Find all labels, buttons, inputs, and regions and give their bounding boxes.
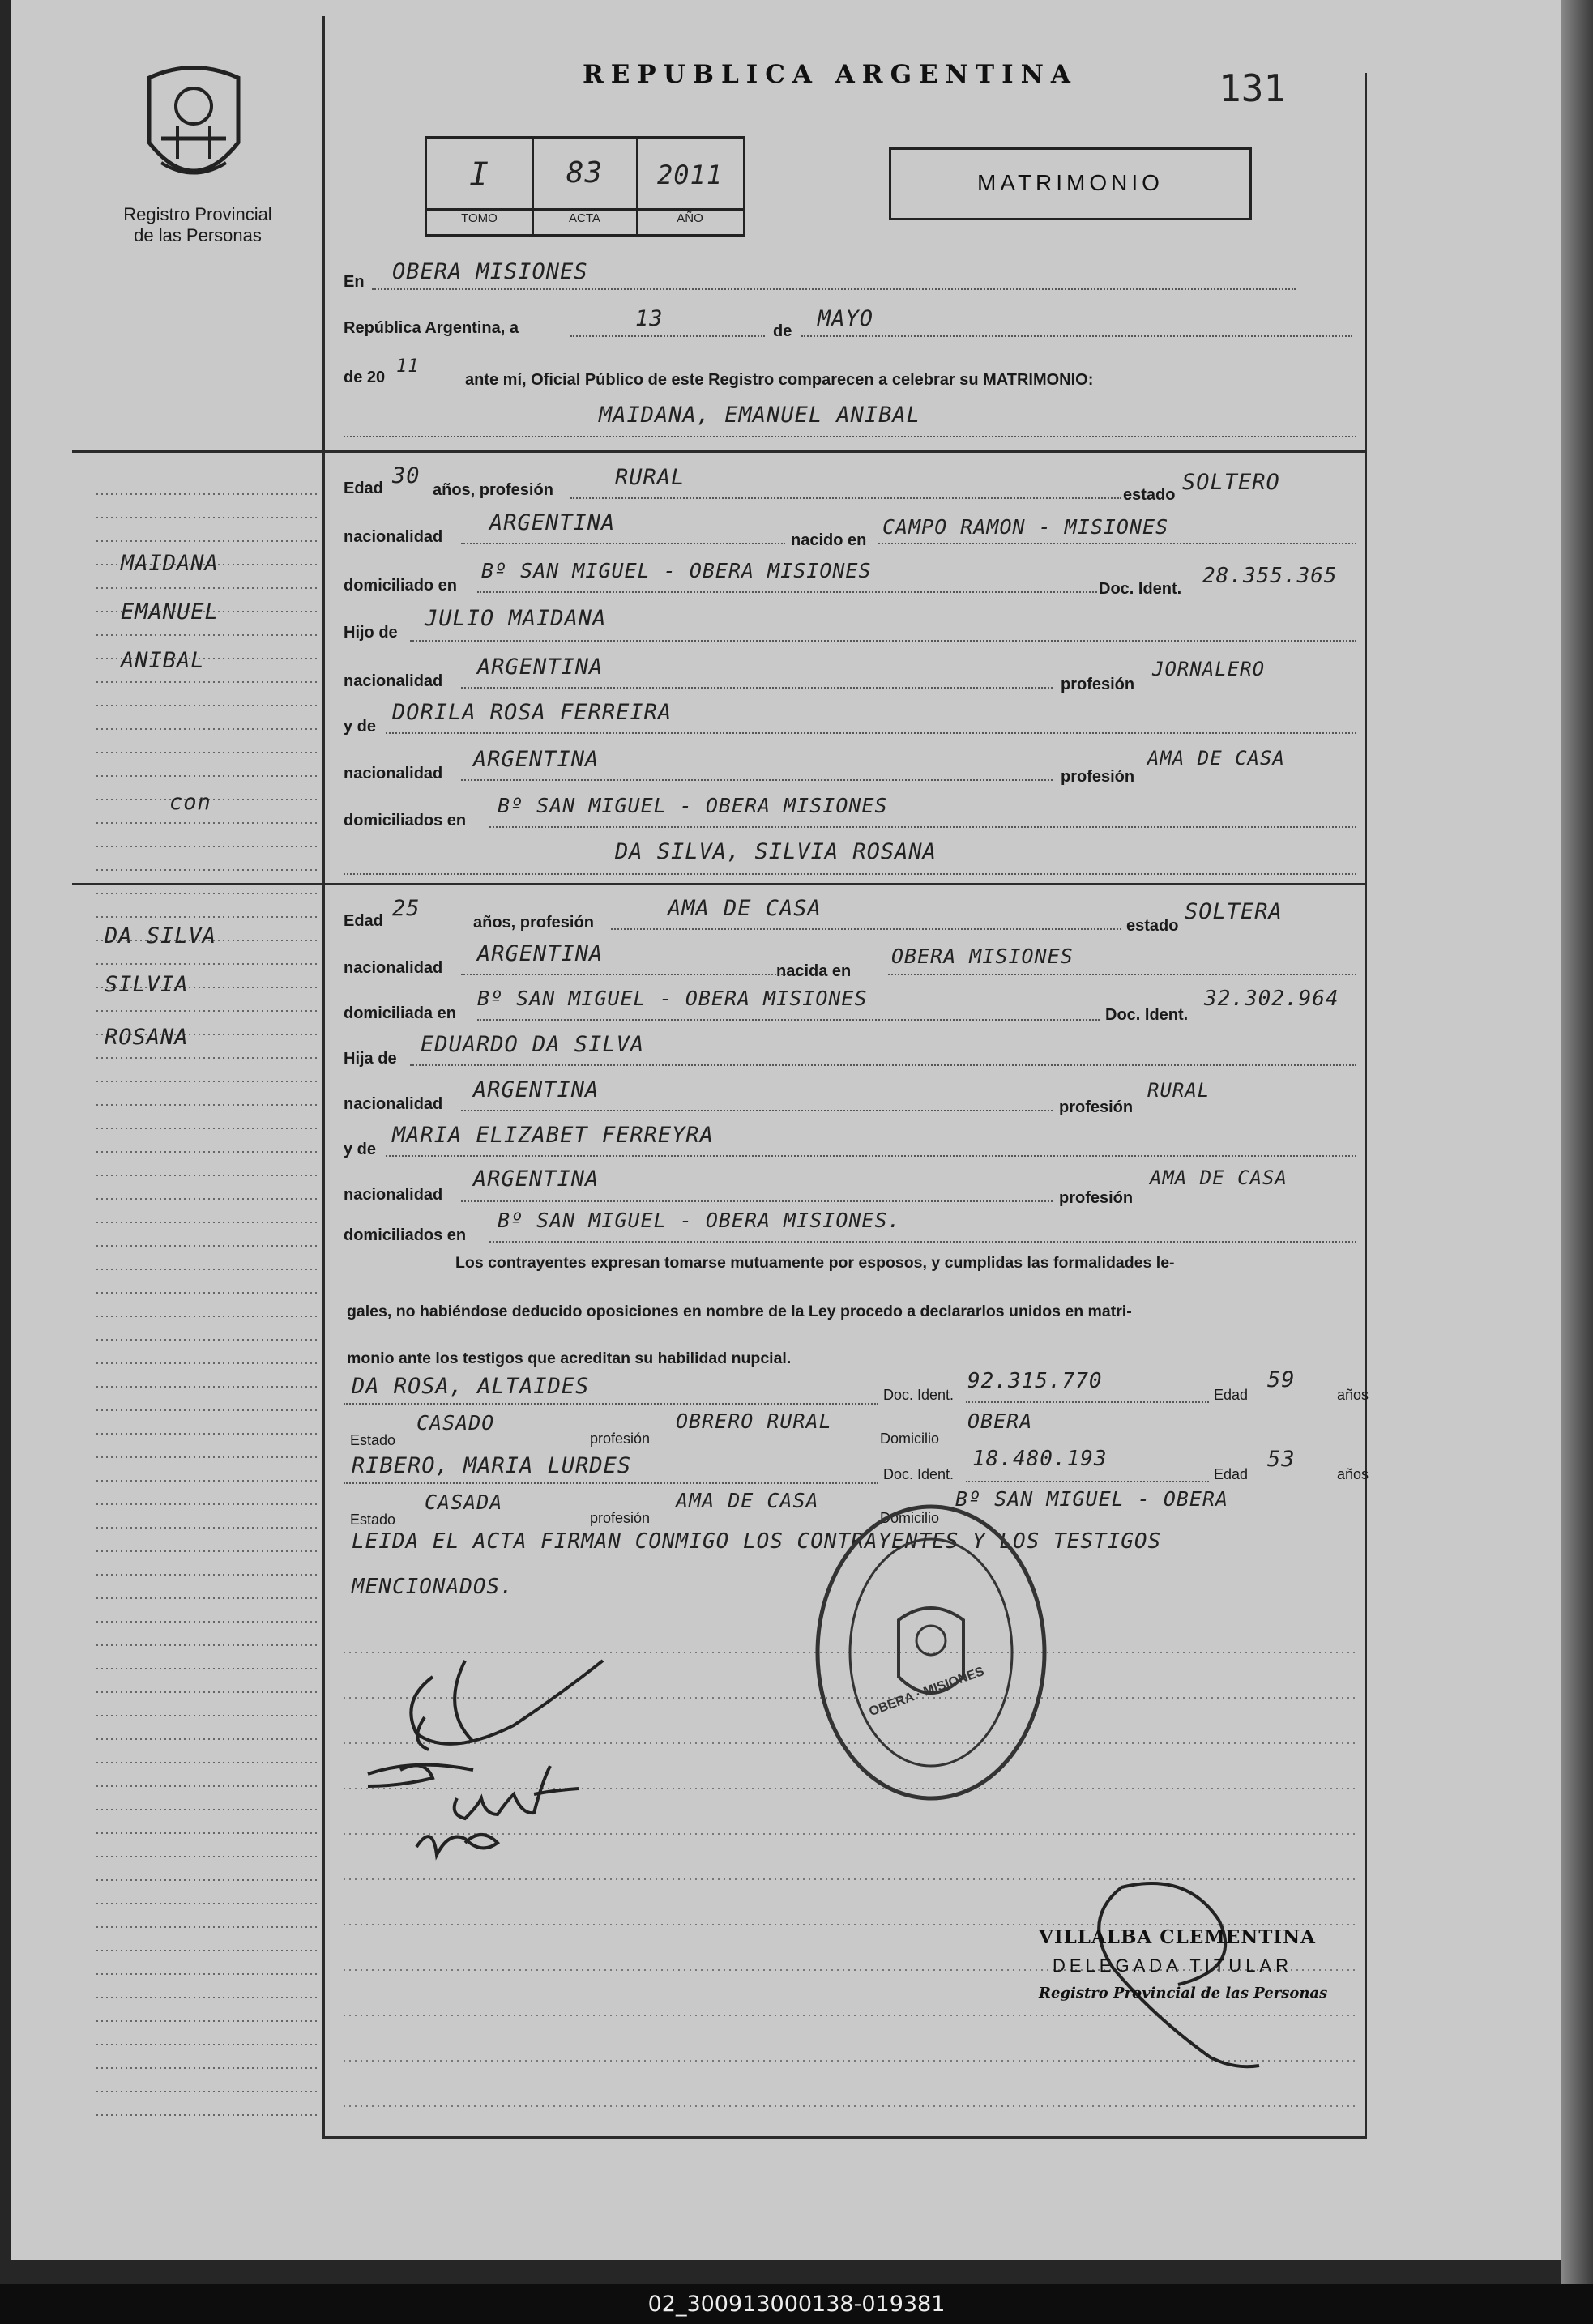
bride-mother-profesion-label: profesión [1059, 1189, 1134, 1207]
bride-parents-domicilio: Bº SAN MIGUEL - OBERA MISIONES. [498, 1209, 901, 1232]
bride-edad-value: 25 [392, 896, 421, 921]
place-value: OBERA MISIONES [392, 259, 588, 284]
witness1-anos-label: años [1337, 1387, 1369, 1403]
bride-nacionalidad-label: nacionalidad [344, 959, 443, 977]
acta-value: 83 [566, 156, 604, 190]
bride-yde-label: y de [344, 1141, 377, 1158]
bride-nacida-line [888, 974, 1356, 975]
registry-name-line2: de las Personas [134, 225, 262, 245]
page-edge-shadow [1561, 0, 1593, 2284]
groom-father-profesion: JORNALERO [1152, 658, 1266, 680]
document-title: REPUBLICA ARGENTINA [583, 60, 1078, 89]
year-prefix: de 20 [344, 369, 386, 386]
margin-bride-first: SILVIA [105, 972, 189, 997]
bride-doc-value: 32.302.964 [1204, 987, 1339, 1011]
witness1-doc-label: Doc. Ident. [883, 1387, 955, 1403]
groom-profesion-line [570, 497, 1121, 499]
groom-nacido-label: nacido en [791, 531, 867, 549]
margin-bride-middle: ROSANA [105, 1025, 189, 1050]
groom-mother-nacionalidad-label: nacionalidad [344, 765, 443, 782]
groom-estado-value: SOLTERO [1182, 470, 1280, 495]
bride-estado-label: estado [1126, 917, 1179, 935]
groom-anos-profesion-label: años, profesión [433, 481, 553, 499]
officer-title: DELEGADA TITULAR [1053, 1955, 1292, 1976]
bride-profesion-value: AMA DE CASA [668, 896, 822, 921]
en-line [372, 288, 1296, 290]
witness1-name-line [344, 1403, 878, 1405]
groom-father-nacionalidad-line [461, 687, 1053, 689]
bride-mother-nacionalidad-label: nacionalidad [344, 1186, 443, 1204]
bride-signature [400, 1750, 627, 1879]
witness2-estado: CASADA [425, 1490, 503, 1514]
closing-line1: LEIDA EL ACTA FIRMAN CONMIGO LOS CONTRAYENTES Y LOS TESTIGOS [352, 1529, 1162, 1554]
certificate-sheet [11, 0, 1583, 2260]
witness2-edad-label: Edad [1214, 1466, 1249, 1482]
groom-father-name: JULIO MAIDANA [425, 606, 607, 631]
witness1-estado-label: Estado [350, 1432, 396, 1448]
witness1-name: DA ROSA, ALTAIDES [352, 1374, 590, 1399]
margin-separator-1 [72, 450, 323, 453]
witness1-profesion: OBRERO RURAL [676, 1409, 832, 1433]
year-value: 11 [396, 356, 420, 377]
margin-con: con [169, 790, 211, 815]
groom-domiciliados-label: domiciliados en [344, 812, 467, 829]
witness2-doc-label: Doc. Ident. [883, 1466, 955, 1482]
bride-doc-label: Doc. Ident. [1105, 1006, 1189, 1024]
margin-bride-surname: DA SILVA [105, 923, 217, 949]
margin-groom-surname: MAIDANA [121, 551, 219, 576]
groom-yde-label: y de [344, 718, 377, 736]
groom-nacionalidad-value: ARGENTINA [489, 510, 616, 535]
witness1-domicilio: OBERA [967, 1409, 1033, 1433]
bride-hija-label: Hija de [344, 1050, 397, 1068]
record-number-box [425, 136, 745, 237]
bride-parents-domicilio-line [489, 1241, 1356, 1243]
bride-edad-label: Edad [344, 912, 383, 930]
en-label: En [344, 273, 365, 291]
groom-father-nacionalidad-label: nacionalidad [344, 672, 443, 690]
bride-father-nacionalidad-line [461, 1110, 1053, 1111]
witness2-doc-line [966, 1481, 1209, 1482]
groom-father-nacionalidad: ARGENTINA [477, 655, 604, 680]
record-type-box [889, 147, 1252, 220]
body-separator-1 [322, 450, 1367, 453]
anio-value: 2011 [656, 160, 724, 190]
groom-nacionalidad-label: nacionalidad [344, 528, 443, 546]
groom-mother-name: DORILA ROSA FERREIRA [392, 700, 673, 725]
witness2-anos-label: años [1337, 1466, 1369, 1482]
groom-nacionalidad-line [461, 543, 785, 544]
witness2-domicilio: Bº SAN MIGUEL - OBERA [955, 1487, 1229, 1511]
groom-parents-domicilio: Bº SAN MIGUEL - OBERA MISIONES [498, 794, 888, 817]
bride-nacida-label: nacida en [776, 962, 852, 980]
seal-center-text: OBERA · MISIONES [867, 1664, 986, 1720]
groom-edad-value: 30 [392, 463, 421, 488]
tomo-label: TOMO [461, 211, 498, 225]
bride-anos-profesion-label: años, profesión [473, 914, 594, 932]
republica-label: República Argentina, a [344, 319, 519, 337]
groom-father-line [410, 640, 1356, 642]
page-number: 131 [1219, 66, 1287, 110]
groom-profesion-value: RURAL [615, 465, 685, 490]
groom-doc-value: 28.355.365 [1202, 564, 1338, 588]
groom-domicilio-line [477, 591, 1097, 593]
bottom-border [322, 2136, 1367, 2139]
groom-parents-domicilio-line [489, 826, 1356, 828]
groom-doc-label: Doc. Ident. [1099, 580, 1182, 598]
bride-father-profesion-label: profesión [1059, 1098, 1134, 1116]
groom-mother-nacionalidad: ARGENTINA [473, 747, 600, 772]
declaration-line3: monio ante los testigos que acreditan su habilidad nupcial. [347, 1350, 792, 1367]
margin-ruling [96, 486, 323, 2139]
groom-name-line [344, 436, 1356, 437]
groom-father-profesion-label: profesión [1061, 676, 1135, 693]
year-suffix: ante mí, Oficial Público de este Registro comparecen a celebrar su MATRIMONIO: [465, 371, 1094, 389]
bride-mother-profesion: AMA DE CASA [1150, 1166, 1288, 1189]
bride-full-name: DA SILVA, SILVIA ROSANA [615, 839, 937, 864]
bride-mother-line [386, 1155, 1356, 1157]
groom-domicilio-value: Bº SAN MIGUEL - OBERA MISIONES [481, 559, 872, 582]
officer-name: VILLALBA CLEMENTINA [1039, 1926, 1317, 1948]
scan-file-id: 02_300913000138-019381 [647, 2292, 946, 2317]
witness1-edad-label: Edad [1214, 1387, 1249, 1403]
margin-groom-middle: ANIBAL [121, 648, 205, 673]
groom-full-name: MAIDANA, EMANUEL ANIBAL [599, 403, 920, 428]
bride-father-profesion: RURAL [1147, 1079, 1211, 1102]
witness2-profesion-label: profesión [590, 1510, 651, 1526]
month-line [801, 335, 1352, 337]
acta-label: ACTA [569, 211, 600, 225]
witness2-doc: 18.480.193 [972, 1447, 1108, 1471]
bride-nacionalidad-line [461, 974, 801, 975]
witness1-doc-line [966, 1401, 1209, 1403]
tomo-value: I [468, 156, 490, 194]
witness2-name: RIBERO, MARIA LURDES [352, 1453, 632, 1478]
witness1-doc: 92.315.770 [967, 1369, 1103, 1393]
bride-domicilio-line [477, 1019, 1100, 1021]
body-separator-2 [322, 883, 1367, 885]
bride-father-nacionalidad-label: nacionalidad [344, 1095, 443, 1113]
witness1-edad: 59 [1267, 1367, 1296, 1392]
groom-nacido-value: CAMPO RAMON - MISIONES [882, 515, 1169, 539]
witness1-domicilio-label: Domicilio [880, 1431, 940, 1447]
groom-mother-profesion: AMA DE CASA [1147, 747, 1285, 770]
de-label: de [773, 322, 792, 340]
groom-hijo-label: Hijo de [344, 624, 398, 642]
bride-domicilio-value: Bº SAN MIGUEL - OBERA MISIONES [477, 987, 868, 1010]
registry-name-line1: Registro Provincial [123, 204, 272, 224]
bride-father-line [410, 1064, 1356, 1066]
witness2-name-line [344, 1482, 878, 1484]
witness1-profesion-label: profesión [590, 1431, 651, 1447]
witness2-domicilio-label: Domicilio [880, 1510, 940, 1526]
groom-nacido-line [878, 543, 1356, 544]
bride-profesion-line [611, 928, 1121, 930]
bride-nacionalidad-value: ARGENTINA [477, 941, 604, 966]
groom-mother-profesion-label: profesión [1061, 768, 1135, 786]
record-type: MATRIMONIO [977, 170, 1164, 195]
bride-mother-nacionalidad: ARGENTINA [473, 1166, 600, 1192]
right-border [1365, 73, 1367, 2139]
day-line [570, 335, 765, 337]
day-value: 13 [635, 306, 664, 331]
bride-estado-value: SOLTERA [1185, 899, 1283, 924]
witness1-estado: CASADO [416, 1411, 495, 1435]
groom-mother-line [386, 732, 1356, 734]
bride-nacida-value: OBERA MISIONES [891, 945, 1074, 968]
bride-domicilio-label: domiciliada en [344, 1004, 456, 1022]
bride-name-line [344, 873, 1356, 875]
officer-office: Registro Provincial de las Personas [1039, 1985, 1328, 2002]
witness2-estado-label: Estado [350, 1512, 396, 1528]
officer-signature [1032, 1871, 1316, 2082]
declaration-line2: gales, no habiéndose deducido oposiciones en nombre de la Ley procedo a declararlos unidos en matri- [347, 1303, 1132, 1320]
closing-line2: MENCIONADOS. [352, 1575, 514, 1599]
bride-mother-nacionalidad-line [461, 1200, 1053, 1202]
official-seal-icon [805, 1490, 1057, 1814]
witness2-edad: 53 [1267, 1447, 1296, 1472]
registry-emblem-icon [133, 62, 254, 199]
witness2-profesion: AMA DE CASA [676, 1489, 819, 1512]
groom-estado-label: estado [1123, 486, 1176, 504]
declaration-line1: Los contrayentes expresan tomarse mutuamente por esposos, y cumplidas las formalidades le- [455, 1254, 1175, 1272]
bride-father-name: EDUARDO DA SILVA [421, 1032, 645, 1057]
groom-domicilio-label: domiciliado en [344, 577, 458, 595]
bride-father-nacionalidad: ARGENTINA [473, 1077, 600, 1102]
margin-groom-first: EMANUEL [121, 599, 219, 625]
groom-edad-label: Edad [344, 480, 383, 497]
bride-mother-name: MARIA ELIZABET FERREYRA [392, 1123, 714, 1148]
bride-domiciliados-label: domiciliados en [344, 1226, 467, 1244]
anio-label: AÑO [677, 211, 703, 225]
groom-mother-nacionalidad-line [461, 779, 1053, 781]
month-value: MAYO [818, 306, 874, 331]
